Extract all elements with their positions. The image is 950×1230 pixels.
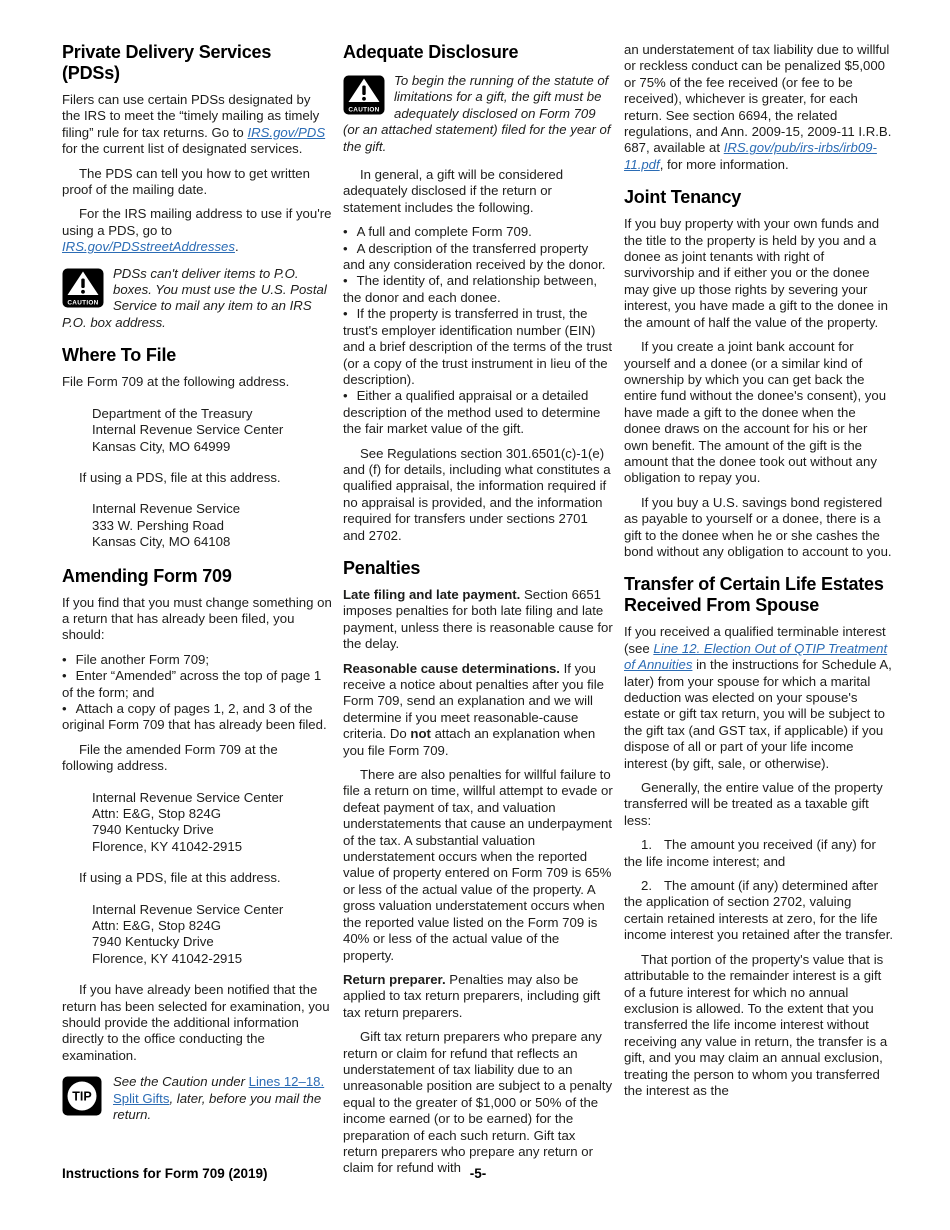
bullet-marker: • [343,306,348,322]
text-run: in the instructions for Schedule A, later) from your spouse for which a marital deduction was elected on your spouse's estate or gift tax return, you will be subject to the gift tax (and GST tax, if applicable) if you dispose of all or part of your life income interest (by gift, sale, or otherwise). [624,657,892,771]
address-line: Internal Revenue Service Center [92,422,284,438]
text-run: If using a PDS, file at this address. [79,469,281,485]
text-run: PDSs can't deliver items to P.O. boxes. You must use the U.S. Postal Service to mail any item to an IRS P.O. box address. [62,265,327,330]
bullet-item [62,701,332,734]
text-run: If you receive a notice about penalties after you file Form 709, send an explanation and we will determine if you meet reasonable-cause criteria. Do [343,660,604,742]
text-run: not [410,726,431,742]
paragraph [62,374,332,390]
text-run: Penalties may also be applied to tax return preparers, including gift tax return preparers. [343,971,601,1020]
heading-adequate-disclosure: Adequate Disclosure [343,42,519,62]
three-column-text-area [62,42,894,1185]
text-run: A description of the transferred property and any consideration received by the donor. [343,240,606,273]
bullet-item [343,224,613,240]
text-run: The PDS can tell you how to get written proof of the mailing date. [62,165,310,198]
text-run: , later, before you mail the return. [113,1090,322,1123]
paragraph [343,167,613,216]
address-line: Internal Revenue Service [92,501,241,517]
bullet-marker: • [62,651,67,667]
column-middle [343,42,613,1185]
address-line: 333 W. Pershing Road [92,517,224,533]
heading-private-delivery-services: Private Delivery Services (PDSs) [62,42,272,83]
text-run: Enter “Amended” across the top of page 1 of the form; and [62,668,322,700]
text-run: Either a qualified appraisal or a detailed description of the method used to determine the fair market value of the gift. [343,388,601,437]
paragraph [624,780,894,829]
text-run: Return preparer. [343,971,446,987]
text-run: File Form 709 at the following address. [62,374,290,390]
tip-icon [62,1076,104,1120]
paragraph [62,595,332,644]
paragraph [624,624,894,772]
text-run: See Regulations section 301.6501(c)-1(e) and (f) for details, including what constitutes a qualified appraisal, the information required if no appraisal is provided, and the information required for transfers under sections 2701 and 2702. [343,445,611,543]
heading-where-to-file: Where To File [62,345,177,366]
text-run: for the current list of designated services. [62,141,303,157]
caution-icon [62,268,104,312]
bullet-item [343,388,613,437]
address-line: Florence, KY 41042-2915 [92,838,243,854]
text-run: If you received a qualified terminable interest (see [624,624,886,656]
heading-amending-form-709: Amending Form 709 [62,565,232,586]
caution-icon [343,75,385,119]
link-irs-gov-pds-street-addresses[interactable]: IRS.gov/PDSstreetAddresses [62,239,235,255]
text-run: Section 6651 imposes penalties for both late filing and late payment, unless there is reasonable cause for the delay. [343,586,613,652]
text-run: File another Form 709; [75,651,210,667]
bullet-marker: • [343,388,348,404]
paragraph [62,742,332,775]
text-run: Gift tax return preparers who prepare any return or claim for refund that reflects an understatement of tax liability due to an unreasonable position are subject to a penalty equal to the greater of $1,000 or 50% of the income earned (or to be earned) for the preparation of each such return. Gift tax return preparers who prepare any return or claim for refund with [343,1029,613,1176]
address-line: Kansas City, MO 64999 [92,438,231,454]
footer-form-title: Instructions for Form 709 (2019) [62,1166,268,1181]
text-run: If you find that you must change something on a return that has already been filed, you should: [62,594,332,643]
text-run: If you buy property with your own funds and the title to the property is held by you and a donee as joint tenants with right of survivorship and if either you or the donee may give up those rights by severing your interest, you have made a gift to the donee in the amount of half the value of the property. [624,216,888,330]
text-run: Generally, the entire value of the property transferred will be treated as a taxable gift less: [624,780,883,828]
text-run: If the property is transferred in trust, the trust's employer identification number (EIN) and a brief description of the terms of the trust (or a copy of the trust instrument in lieu of the description). [343,306,613,387]
paragraph [624,339,894,487]
caution-note [62,266,332,332]
svg-text:TIP: TIP [72,1089,92,1104]
address-line: Internal Revenue Service Center [92,901,284,917]
paragraph [62,206,332,255]
text-run: Late filing and late payment. [343,586,521,602]
paragraph [343,661,613,759]
paragraph [343,972,613,1021]
address-line: Attn: E&G, Stop 824G [92,918,222,934]
bullet-item [343,273,613,306]
address-line: 7940 Kentucky Drive [92,934,214,950]
paragraph [343,446,613,544]
bullet-marker: • [62,668,67,684]
caution-note [343,73,613,155]
column-right [624,42,894,1185]
address-block [92,902,332,968]
paragraph [62,982,332,1064]
list-number: 2. [641,878,652,894]
text-run: If you create a joint bank account for yourself and a donee (or a similar kind of ownership by which you can get back the entire fund without the donee's consent), you have made a gift to the donee when the donee draws on the account for his or her own benefit. The amount of the gift is the amount that the donee took out without any obligation to repay you. [624,339,887,486]
text-run: If you buy a U.S. savings bond registered as payable to yourself or a donee, there is a gift to the donee when he or she cashes the bond without any obligation to account to you. [624,494,892,559]
heading-transfer-of-certain-life-estates: Transfer of Certain Life Estates Received From Spouse [624,574,884,616]
address-line: Attn: E&G, Stop 824G [92,806,222,821]
bullet-item [343,241,613,274]
text-run: If you have already been notified that the return has been selected for examination, you should provide the additional information directly to the office conducting the examination. [62,982,330,1063]
paragraph [343,587,613,653]
paragraph [62,166,332,199]
text-run: To begin the running of the statute of limitations for a gift, the gift must be adequately disclosed on Form 709 (or an attached statement) filed for the year of the gift. [343,73,611,154]
numbered-item [624,878,894,944]
address-block [92,406,332,455]
text-run: attach an explanation when you file Form 709. [343,726,596,758]
text-run: Attach a copy of pages 1, 2, and 3 of the original Form 709 that has already been filed. [62,700,327,733]
paragraph [624,952,894,1100]
paragraph [62,92,332,158]
paragraph [62,470,332,486]
address-block [92,790,332,856]
bullet-marker: • [343,240,348,256]
bullet-item [62,668,332,701]
text-run: A full and complete Form 709. [356,224,532,240]
text-run: See the Caution under [113,1074,249,1090]
column-left [62,42,332,1185]
paragraph [62,870,332,886]
paragraph [624,495,894,561]
address-line: Internal Revenue Service Center [92,789,284,805]
paragraph [343,1029,613,1177]
text-run: Reasonable cause determinations. [343,660,560,676]
address-line: Department of the Treasury [92,405,253,421]
bullet-marker: • [62,700,67,716]
text-run: The identity of, and relationship between, the donor and each donee. [343,273,598,305]
footer-page-number: -5- [469,1166,487,1181]
text-run: For the IRS mailing address to use if you're using a PDS, go to [62,206,332,238]
bullet-item [343,306,613,388]
paragraph [624,42,894,173]
heading-joint-tenancy: Joint Tenancy [624,187,742,208]
text-run: In general, a gift will be considered adequately disclosed if the return or statement includes the following. [343,167,564,215]
text-run: , for more information. [659,156,789,172]
text-run: File the amended Form 709 at the following address. [62,741,278,774]
text-run: an understatement of tax liability due to willful or reckless conduct can be penalized $5,000 or 75% of the fee received (or fee to be received), whichever is greater, for each return. See section 6694, the related regulations, and Ann. 2009-15, 2009-11 I.R.B. 687, available at [624,42,892,156]
link-irs-gov-pds[interactable]: IRS.gov/PDS [247,124,326,140]
link-line-12-election-out-of-qtip[interactable]: Line 12. Election Out of QTIP Treatment of Annuities [624,640,888,673]
address-block [92,501,332,550]
address-line: Florence, KY 41042-2915 [92,950,243,966]
text-run: The amount you received (if any) for the life income interest; and [624,837,876,869]
link-lines-12-18-split-gifts[interactable]: Lines 12–18. Split Gifts [113,1074,325,1106]
page-footer [62,1166,894,1182]
bullet-item [62,652,332,668]
text-run: There are also penalties for willful failure to file a return on time, willful attempt to evade or defeat payment of tax, and valuation understatements that cause an underpayment of the tax. A substantial valuation understatement occurs when the reported value of property entered on Form 709 is 65% or less of the actual value of the property. A gross valuation understatement occurs when the reported value listed on the Form 709 is 40% or less of the actual value of the property. [343,767,613,963]
text-run: Filers can use certain PDSs designated by the IRS to meet the “timely mailing as timely filing” rule for tax returns. Go to [62,92,320,140]
bullet-marker: • [343,273,348,289]
text-run: That portion of the property's value that is attributable to the remainder interest is a gift of a future interest for which no annual exclusion is allowed. To the extent that you transferred the life income interest without receiving any value in return, the transfer is a gift, and you may claim an annual exclusion, treating the person to whom you transferred the interest as the [624,951,888,1098]
paragraph [343,767,613,964]
link-irb09-11-pdf[interactable]: IRS.gov/pub/irs-irbs/irb09-11.pdf [624,140,877,172]
bullet-marker: • [343,224,348,240]
tip-note [62,1074,332,1123]
numbered-item [624,837,894,870]
list-number: 1. [641,837,652,853]
address-line: Kansas City, MO 64108 [92,534,231,550]
heading-penalties: Penalties [343,557,421,578]
svg-text:CAUTION: CAUTION [348,106,380,114]
text-run: . [234,239,239,255]
svg-text:CAUTION: CAUTION [67,299,99,307]
text-run: The amount (if any) determined after the application of section 2702, valuing certain retained interests at zero, for the life income interest you retained after the transfer. [624,878,894,943]
address-line: 7940 Kentucky Drive [92,822,214,838]
paragraph [624,216,894,331]
text-run: If using a PDS, file at this address. [79,870,281,886]
